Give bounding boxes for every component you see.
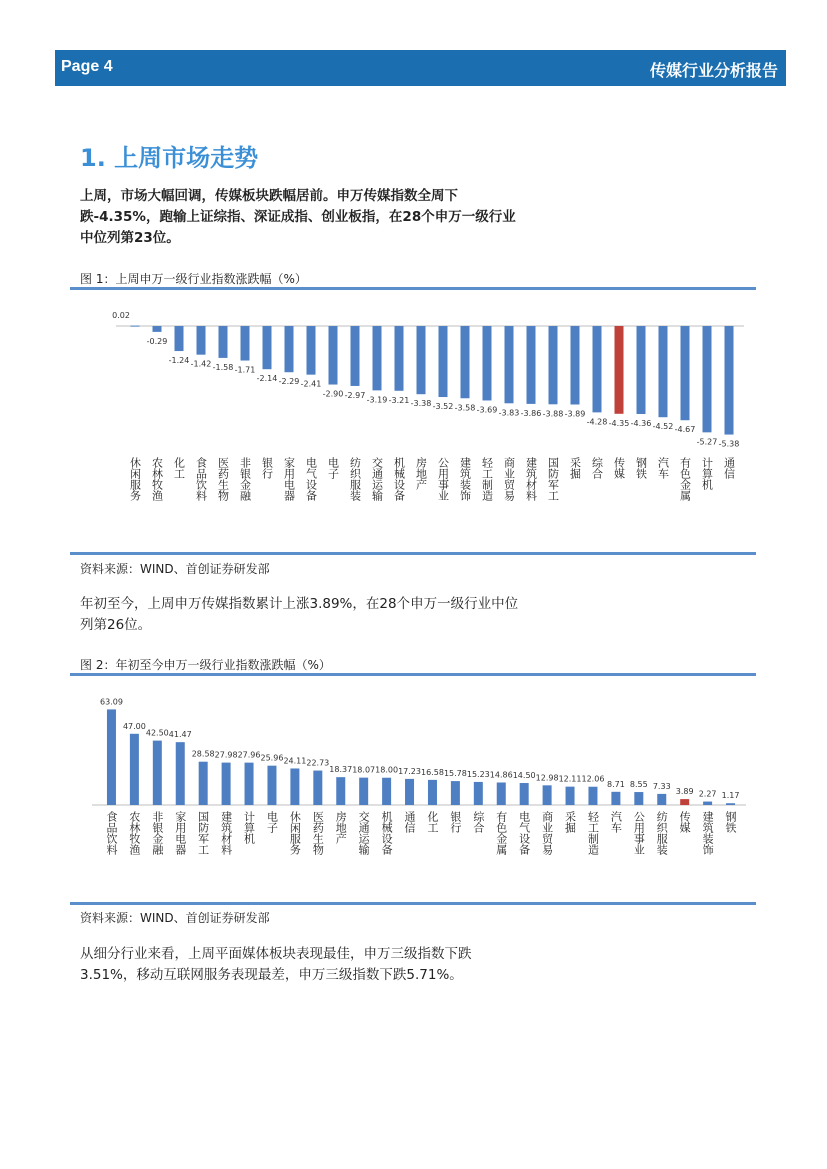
section-title: 1. 上周市场走势 (80, 144, 259, 172)
bar-休闲服务 (290, 768, 299, 805)
category-label: 机械设备 (392, 457, 406, 501)
value-label: -3.58 (454, 403, 476, 413)
value-label: -3.38 (410, 399, 432, 409)
value-label: 28.58 (191, 749, 215, 759)
bar-房地产 (336, 777, 345, 805)
ytd-change-chart (70, 678, 756, 900)
category-label: 化工 (425, 811, 439, 833)
value-label: 42.50 (145, 728, 169, 738)
value-label: 41.47 (168, 730, 192, 740)
bar-食品饮料 (107, 709, 116, 805)
bar-计算机 (703, 326, 712, 432)
category-label: 化工 (172, 457, 186, 479)
bar-建筑材料 (527, 326, 536, 404)
category-label: 通信 (722, 457, 736, 479)
category-label: 食品饮料 (194, 457, 208, 501)
category-label: 家用电器 (173, 811, 187, 855)
category-label: 房地产 (334, 811, 348, 844)
bar-公用事业 (439, 326, 448, 397)
category-label: 银行 (448, 811, 462, 833)
bar-非银金融 (241, 326, 250, 360)
value-label: -4.36 (630, 418, 652, 428)
bar-有色金属 (681, 326, 690, 420)
value-label: 17.23 (398, 766, 421, 776)
bar-汽车 (611, 792, 620, 805)
bar-家用电器 (285, 326, 294, 372)
bar-银行 (263, 326, 272, 369)
bar-家用电器 (176, 742, 185, 805)
category-label: 机械设备 (380, 811, 394, 855)
value-label: -3.69 (476, 405, 498, 415)
category-label: 电子 (326, 457, 340, 479)
category-label: 公用事业 (436, 457, 450, 501)
category-label: 银行 (260, 457, 274, 479)
bar-电气设备 (307, 326, 316, 375)
value-label: 18.37 (329, 765, 353, 775)
bar-采掘 (571, 326, 580, 404)
bar-轻工制造 (588, 787, 597, 805)
value-label: -3.89 (564, 409, 586, 419)
category-label: 商业贸易 (502, 457, 516, 501)
value-label: 22.73 (306, 758, 330, 768)
bar-综合 (593, 326, 602, 412)
bar-食品饮料 (197, 326, 206, 355)
bar-钢铁 (637, 326, 646, 414)
bar-纺织服装 (351, 326, 360, 386)
bar-有色金属 (497, 782, 506, 805)
category-label: 电子 (265, 811, 279, 833)
bar-农林牧渔 (153, 326, 162, 332)
value-label: -5.27 (696, 437, 718, 447)
value-label: -4.28 (586, 417, 608, 427)
category-label: 房地产 (414, 457, 428, 490)
value-label: 1.17 (721, 791, 740, 801)
value-label: 27.98 (214, 750, 238, 760)
category-label: 国防军工 (196, 811, 210, 855)
bar-通信 (725, 326, 734, 435)
value-label: -3.83 (498, 408, 520, 418)
category-label: 建筑材料 (524, 457, 538, 501)
figure1-bottom-rule (70, 552, 756, 555)
bar-非银金融 (153, 741, 162, 805)
category-label: 轻工制造 (586, 811, 600, 855)
value-label: -3.86 (520, 408, 542, 418)
bar-轻工制造 (483, 326, 492, 400)
figure1-top-rule (70, 287, 756, 290)
value-label: 47.00 (122, 721, 146, 731)
figure1-source: 资料来源：WIND、首创证券研发部 (80, 562, 270, 576)
category-label: 汽车 (656, 457, 670, 479)
value-label: 14.86 (489, 770, 513, 780)
category-label: 商业贸易 (540, 811, 554, 855)
bar-电气设备 (520, 783, 529, 805)
value-label: -4.52 (652, 422, 674, 432)
value-label: 8.71 (606, 779, 625, 789)
summary-paragraph: 上周，市场大幅回调，传媒板块跌幅居前。申万传媒指数全周下跌-4.35%，跑输上证综指、深证成指、创业板指，在28个申万一级行业中位列第23位。 (80, 188, 516, 246)
value-label: 14.50 (512, 771, 536, 781)
value-label: -3.52 (432, 402, 454, 412)
category-label: 电气设备 (517, 811, 531, 855)
bar-交通运输 (373, 326, 382, 390)
value-label: -1.58 (212, 362, 234, 372)
bar-商业贸易 (505, 326, 514, 403)
value-label: -2.41 (300, 379, 322, 389)
value-label: 12.98 (535, 773, 559, 783)
category-label: 汽车 (609, 811, 623, 833)
bar-电子 (267, 766, 276, 805)
value-label: -1.42 (190, 359, 212, 369)
category-label: 休闲服务 (128, 457, 142, 501)
page-number: Page 4 (61, 58, 113, 75)
value-label: -0.29 (146, 336, 168, 346)
bar-医药生物 (219, 326, 228, 358)
bar-建筑装饰 (703, 802, 712, 805)
value-label: 15.23 (466, 769, 490, 779)
category-label: 纺织服装 (655, 811, 669, 855)
value-label: 0.02 (112, 311, 130, 321)
value-label: 18.07 (352, 765, 376, 775)
category-label: 钢铁 (634, 457, 648, 479)
category-label: 纺织服装 (348, 457, 362, 501)
value-label: -3.19 (366, 395, 388, 405)
category-label: 综合 (590, 457, 604, 479)
bar-建筑装饰 (461, 326, 470, 398)
bar-农林牧渔 (130, 734, 139, 805)
category-label: 国防军工 (546, 457, 560, 501)
category-label: 建筑装饰 (701, 811, 715, 855)
category-label: 非银金融 (238, 457, 252, 501)
bar-采掘 (566, 787, 575, 805)
category-label: 通信 (403, 811, 417, 833)
bar-计算机 (245, 763, 254, 805)
category-label: 建筑装饰 (458, 457, 472, 501)
category-label: 医药生物 (311, 811, 325, 855)
bar-化工 (175, 326, 184, 351)
value-label: 7.33 (652, 781, 671, 791)
category-label: 采掘 (568, 457, 582, 479)
bar-通信 (405, 779, 414, 805)
figure1-caption: 图 1：上周申万一级行业指数涨跌幅（%） (80, 272, 307, 286)
value-label: 15.78 (443, 769, 467, 779)
value-label: 63.09 (100, 697, 123, 707)
bar-综合 (474, 782, 483, 805)
figure2-bottom-rule (70, 902, 756, 905)
value-label: -1.24 (168, 356, 190, 366)
value-label: -2.14 (256, 374, 278, 384)
bar-传媒 (680, 799, 689, 805)
figure2-caption: 图 2：年初至今申万一级行业指数涨跌幅（%） (80, 658, 331, 672)
weekly-change-chart (70, 292, 756, 550)
category-label: 医药生物 (216, 457, 230, 501)
bar-建筑材料 (222, 763, 231, 805)
bar-电子 (329, 326, 338, 385)
category-label: 农林牧渔 (150, 457, 164, 501)
value-label: 16.58 (421, 767, 444, 777)
category-label: 农林牧渔 (127, 811, 141, 855)
value-label: -5.38 (718, 439, 740, 449)
category-label: 传媒 (678, 811, 692, 833)
value-label: 25.96 (260, 753, 284, 763)
category-label: 轻工制造 (480, 457, 494, 501)
category-label: 公用事业 (632, 811, 646, 855)
category-label: 交通运输 (357, 811, 371, 855)
figure2-top-rule (70, 673, 756, 676)
bar-化工 (428, 780, 437, 805)
value-label: 8.55 (629, 780, 648, 790)
bar-汽车 (659, 326, 668, 417)
category-label: 传媒 (612, 457, 626, 479)
value-label: -2.90 (322, 389, 344, 399)
bar-国防军工 (549, 326, 558, 404)
value-label: 12.06 (581, 774, 605, 784)
page-header (55, 50, 786, 86)
category-label: 计算机 (700, 457, 714, 490)
value-label: 3.89 (675, 787, 694, 797)
category-label: 非银金融 (150, 811, 164, 855)
category-label: 钢铁 (724, 811, 738, 833)
value-label: -4.67 (674, 425, 696, 435)
bar-医药生物 (313, 771, 322, 805)
value-label: 18.00 (375, 765, 399, 775)
bar-公用事业 (634, 792, 643, 805)
bar-机械设备 (382, 778, 391, 805)
bar-银行 (451, 781, 460, 805)
category-label: 有色金属 (678, 457, 692, 501)
value-label: 12.11 (558, 774, 582, 784)
category-label: 电气设备 (304, 457, 318, 501)
bar-交通运输 (359, 778, 368, 805)
value-label: -1.71 (234, 365, 256, 375)
category-label: 家用电器 (282, 457, 296, 501)
value-label: -2.97 (344, 390, 366, 400)
category-label: 计算机 (242, 811, 256, 844)
category-label: 食品饮料 (104, 811, 118, 855)
report-title: 传媒行业分析报告 (649, 61, 778, 80)
category-label: 建筑材料 (219, 811, 233, 855)
value-label: 2.27 (698, 789, 717, 799)
value-label: -2.29 (278, 377, 300, 387)
bar-休闲服务 (131, 326, 140, 327)
value-label: -3.88 (542, 409, 564, 419)
category-label: 综合 (471, 811, 485, 833)
bar-房地产 (417, 326, 426, 394)
value-label: -3.21 (388, 395, 410, 405)
bar-纺织服装 (657, 794, 666, 805)
subsector-paragraph: 从细分行业来看，上周平面媒体板块表现最佳，申万三级指数下跌3.51%，移动互联网服务表现最差，申万三级指数下跌5.71%。 (80, 946, 472, 983)
bar-国防军工 (199, 762, 208, 805)
category-label: 采掘 (563, 811, 577, 833)
bar-机械设备 (395, 326, 404, 391)
bar-传媒 (615, 326, 624, 414)
bar-商业贸易 (543, 785, 552, 805)
value-label: -4.35 (608, 418, 630, 428)
category-label: 休闲服务 (288, 811, 302, 855)
category-label: 有色金属 (494, 811, 508, 855)
category-label: 交通运输 (370, 457, 384, 501)
bar-钢铁 (726, 803, 735, 805)
ytd-paragraph: 年初至今，上周申万传媒指数累计上涨3.89%，在28个申万一级行业中位列第26位。 (80, 596, 519, 633)
figure2-source: 资料来源：WIND、首创证券研发部 (80, 911, 270, 925)
value-label: 24.11 (283, 756, 307, 766)
value-label: 27.96 (237, 750, 261, 760)
